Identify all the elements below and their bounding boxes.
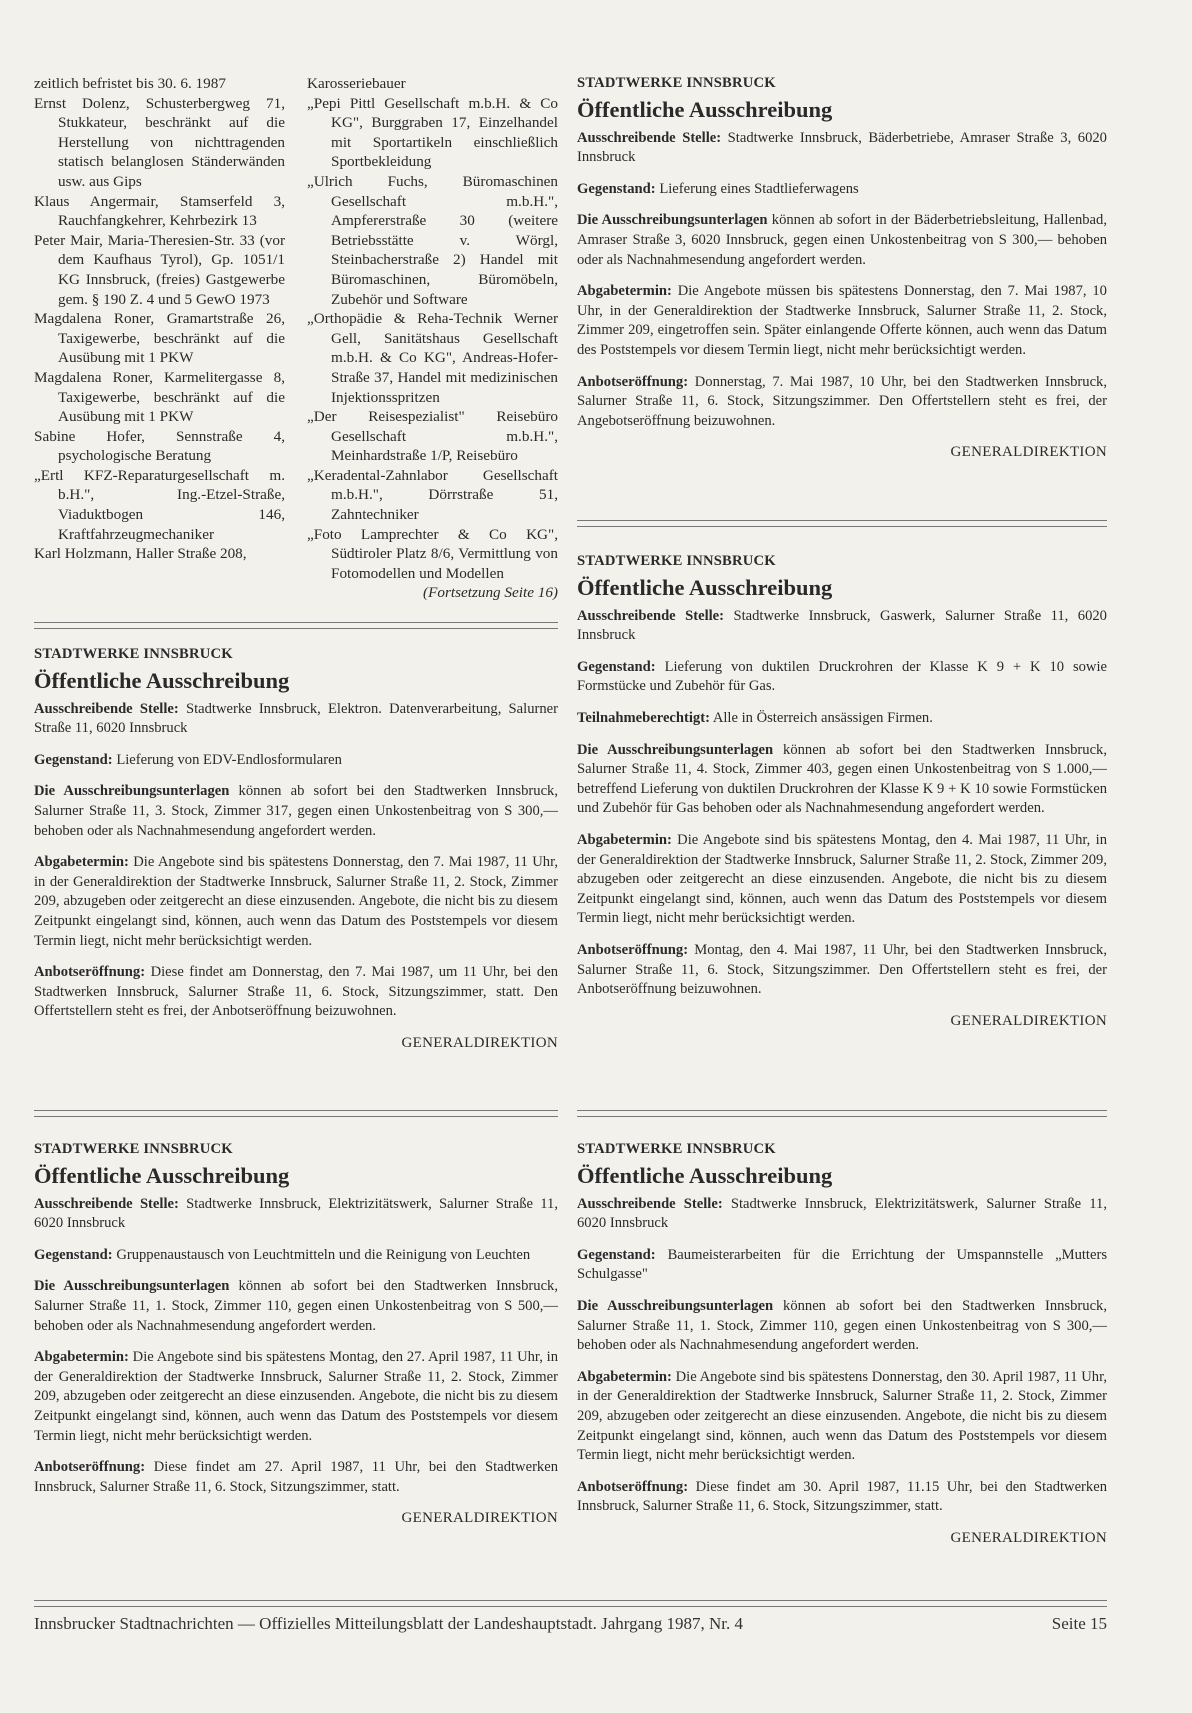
tender-notice-baederbetriebe — [577, 74, 1107, 463]
notice-paragraph: Anbotseröffnung: Montag, den 4. Mai 1987, 11 Uhr, bei den Stadtwerken Innsbruck, Salurner Straße 11, 6. Stock, Sitzungszimmer. Den Offertstellern steht es frei, der Anbotseröffnung beizuwohnen. — [577, 941, 1107, 998]
notice-kicker: STADTWERKE INNSBRUCK — [577, 1141, 776, 1157]
notice-paragraph: Ausschreibende Stelle: Stadtwerke Innsbruck, Elektrizitätswerk, Salurner Straße 11, 6020 Innsbruck — [34, 1195, 559, 1232]
notice-paragraph: Die Ausschreibungsunterlagen können ab sofort in der Bäderbetriebsleitung, Hallenbad, Amraser Straße 3, 6020 Innsbruck, gegen einen Unkostenbeitrag von S 300,— behoben oder als Nachnahmesendung angefordert werden. — [577, 212, 1107, 268]
notice-kicker: STADTWERKE INNSBRUCK — [577, 75, 776, 91]
notice-paragraph: Die Ausschreibungsunterlagen können ab sofort bei den Stadtwerken Innsbruck, Salurner Straße 11, 1. Stock, Zimmer 110, gegen einen Unkostenbeitrag von S 500,— behoben oder als Nachnahmesendung angefordert werden. — [34, 1278, 558, 1334]
notice-paragraph: Anbotseröffnung: Donnerstag, 7. Mai 1987, 10 Uhr, bei den Stadtwerken Innsbruck, Salurner Straße 11, 6. Stock, Sitzungszimmer. Den Offertstellern steht es frei, der Angebotseröffnung beizuwohnen. — [577, 373, 1107, 429]
list-item: „Ertl KFZ-Reparaturgesellschaft m. b.H.", Ing.-Etzel-Straße, Viaduktbogen 146, Kraftfahrzeugmechaniker — [34, 466, 285, 543]
notice-paragraph: Abgabetermin: Die Angebote sind bis spätestens Montag, den 4. Mai 1987, 11 Uhr, in der Generaldirektion der Stadtwerke Innsbruck, Salurner Straße 11, 2. Stock, Zimmer 209, abzugeben oder zeitgerecht an diese einzusenden. Angebote, die nicht bis zu diesem Zeitpunkt eingelangt sind, können, auch wenn das Datum des Poststempels vor diesem Termin liegt, nicht mehr berücksichtigt werden. — [577, 831, 1107, 927]
notice-paragraph: Abgabetermin: Die Angebote müssen bis spätestens Donnerstag, den 7. Mai 1987, 10 Uhr, in der Generaldirektion der Stadtwerke Innsbruck, Salurner Straße 11, 2. Stock, Zimmer 209, eingetroffen sein. Später einlangende Offerte können, auch wenn das Datum des Poststempels vor diesem Termin liegt, nicht mehr berücksichtigt werden. — [577, 283, 1107, 358]
notice-title: Öffentliche Ausschreibung — [577, 1162, 833, 1188]
notice-kicker: STADTWERKE INNSBRUCK — [577, 553, 776, 569]
notice-signature: GENERALDIREKTION — [950, 444, 1107, 461]
license-list-column-1 — [34, 74, 285, 564]
notice-kicker: STADTWERKE INNSBRUCK — [34, 1141, 233, 1157]
page-number: Seite 15 — [1051, 1614, 1107, 1633]
notice-paragraph: Abgabetermin: Die Angebote sind bis spätestens Montag, den 27. April 1987, 11 Uhr, in der Generaldirektion der Stadtwerke Innsbruck, Salurner Straße 11, 2. Stock, Zimmer 209, abzugeben oder zeitgerecht an diese einzusenden. Angebote, die nicht bis zu diesem Zeitpunkt eingelangt sind, können, auch wenn das Datum des Poststempels vor diesem Termin liegt, nicht mehr berücksichtigt werden. — [34, 1349, 558, 1444]
notice-paragraph: Ausschreibende Stelle: Stadtwerke Innsbruck, Gaswerk, Salurner Straße 11, 6020 Innsbruck — [577, 607, 1107, 644]
license-list-column-2 — [307, 74, 558, 603]
notice-paragraph: Anbotseröffnung: Diese findet am Donnerstag, den 7. Mai 1987, um 11 Uhr, bei den Stadtwerken Innsbruck, Salurner Straße 11, 6. Stock, Sitzungszimmer, statt. Den Offertstellern steht es frei, der Anbotseröffnung beizuwohnen. — [34, 964, 558, 1020]
list-item: Magdalena Roner, Gramartstraße 26, Taxigewerbe, beschränkt auf die Ausübung mit 1 PKW — [34, 310, 285, 367]
notice-paragraph: Teilnahmeberechtigt: Alle in Österreich ansässigen Firmen. — [577, 709, 933, 726]
list-item: Peter Mair, Maria-Theresien-Str. 33 (vor dem Kaufhaus Tyrol), Gp. 1051/1 KG Innsbruck, (freies) Gastgewerbe gem. § 190 Z. 4 und 5 GewO 1973 — [34, 231, 285, 308]
notice-paragraph: Anbotseröffnung: Diese findet am 30. April 1987, 11.15 Uhr, bei den Stadtwerken Innsbruck, Salurner Straße 11, 6. Stock, Sitzungszimmer, statt. — [577, 1478, 1107, 1515]
notice-kicker: STADTWERKE INNSBRUCK — [34, 646, 233, 662]
list-item: Karl Holzmann, Haller Straße 208, — [34, 545, 247, 563]
list-item: „Der Reisespezialist" Reisebüro Gesellschaft m.b.H.", Meinhardstraße 1/P, Reisebüro — [307, 408, 558, 465]
tender-notice-gaswerk — [577, 552, 1107, 1031]
notice-signature: GENERALDIREKTION — [950, 1529, 1107, 1546]
tender-notice-leuchtmittel — [34, 1140, 558, 1529]
notice-paragraph: Gegenstand: Lieferung von duktilen Druckrohren der Klasse K 9 + K 10 sowie Formstücke und Zubehör für Gas. — [577, 658, 1108, 695]
list-item: Sabine Hofer, Sennstraße 4, psychologische Beratung — [34, 427, 285, 465]
footer-divider — [34, 1600, 1107, 1607]
notice-paragraph: Abgabetermin: Die Angebote sind bis spätestens Donnerstag, den 7. Mai 1987, 11 Uhr, in der Generaldirektion der Stadtwerke Innsbruck, Salurner Straße 11, 2. Stock, Zimmer 209, abzugeben oder zeitgerecht an diese einzusenden. Angebote, die nicht bis zu diesem Zeitpunkt eingelangt sind, können, auch wenn das Datum des Poststempels vor diesem Termin liegt, nicht mehr berücksichtigt werden. — [34, 854, 558, 949]
list-item: Ernst Dolenz, Schusterbergweg 71, Stukkateur, beschränkt auf die Herstellung von nichttragenden statisch belanglosen Ständerwänden usw. aus Gips — [34, 94, 285, 190]
list-item: „Foto Lamprechter & Co KG", Südtiroler Platz 8/6, Vermittlung von Fotomodellen und Modellen — [307, 525, 558, 582]
notice-paragraph: Die Ausschreibungsunterlagen können ab sofort bei den Stadtwerken Innsbruck, Salurner Straße 11, 1. Stock, Zimmer 110, gegen einen Unkostenbeitrag von S 300,— behoben oder als Nachnahmesendung angefordert werden. — [577, 1297, 1107, 1354]
notice-signature: GENERALDIREKTION — [401, 1034, 558, 1051]
list-item: „Orthopädie & Reha-Technik Werner Gell, Sanitätshaus Gesellschaft m.b.H. & Co KG", Andreas-Hofer-Straße 37, Handel mit medizinischen Injektionsspritzen — [307, 310, 558, 406]
divider — [577, 520, 1107, 527]
list-item: „Pepi Pittl Gesellschaft m.b.H. & Co KG", Burggraben 17, Einzelhandel mit Sportartikeln einschließlich Sportbekleidung — [307, 94, 558, 171]
notice-title: Öffentliche Ausschreibung — [34, 1162, 290, 1188]
list-item: „Ulrich Fuchs, Büromaschinen Gesellschaft m.b.H.", Ampfererstraße 30 (weitere Betriebsstätte v. Wörgl, Steinbacherstraße 2) Handel mit Büromaschinen, Büromöbeln, Zubehör und Software — [307, 172, 558, 308]
divider — [34, 622, 558, 629]
notice-paragraph: Abgabetermin: Die Angebote sind bis spätestens Donnerstag, den 30. April 1987, 11 Uhr, in der Generaldirektion der Stadtwerke Innsbruck, Salurner Straße 11, 2. Stock, Zimmer 209, abzugeben oder zeitgerecht an diese einzusenden. Angebote, die nicht bis zu diesem Zeitpunkt eingelangt sind, können, auch wenn das Datum des Poststempels vor diesem Termin liegt, nicht mehr berücksichtigt werden. — [577, 1368, 1107, 1464]
notice-title: Öffentliche Ausschreibung — [577, 574, 833, 600]
notice-paragraph: Ausschreibende Stelle: Stadtwerke Innsbruck, Bäderbetriebe, Amraser Straße 3, 6020 Innsbruck — [577, 129, 1107, 166]
notice-title: Öffentliche Ausschreibung — [34, 667, 290, 693]
notice-paragraph: Gegenstand: Lieferung eines Stadtlieferwagens — [577, 180, 859, 197]
tender-notice-umspannstelle — [577, 1140, 1107, 1549]
notice-paragraph: Gegenstand: Lieferung von EDV-Endlosformularen — [34, 751, 342, 768]
notice-signature: GENERALDIREKTION — [950, 1012, 1107, 1029]
notice-paragraph: Die Ausschreibungsunterlagen können ab sofort bei den Stadtwerken Innsbruck, Salurner Straße 11, 3. Stock, Zimmer 317, gegen einen Unkostenbeitrag von S 300,— behoben oder als Nachnahmesendung angefordert werden. — [34, 783, 558, 839]
continuation-note: (Fortsetzung Seite 16) — [423, 584, 558, 602]
list-item: zeitlich befristet bis 30. 6. 1987 — [34, 75, 226, 92]
notice-paragraph: Ausschreibende Stelle: Stadtwerke Innsbruck, Elektrizitätswerk, Salurner Straße 11, 6020 Innsbruck — [577, 1195, 1107, 1232]
list-item: Karosseriebauer — [307, 75, 406, 92]
list-item: Klaus Angermair, Stamserfeld 3, Rauchfangkehrer, Kehrbezirk 13 — [34, 192, 285, 230]
notice-paragraph: Die Ausschreibungsunterlagen können ab sofort bei den Stadtwerken Innsbruck, Salurner Straße 11, 4. Stock, Zimmer 403, gegen einen Unkostenbeitrag von S 1.000,— betreffend Lieferung von duktilen Druckrohren der Klasse K 9 + K 10 sowie Formstücken und Zubehör für Gas behoben oder als Nachnahmesendung angefordert werden. — [577, 741, 1107, 817]
notice-paragraph: Anbotseröffnung: Diese findet am 27. April 1987, 11 Uhr, bei den Stadtwerken Innsbruck, Salurner Straße 11, 6. Stock, Sitzungszimmer, statt. — [34, 1459, 558, 1495]
notice-paragraph: Gegenstand: Baumeisterarbeiten für die Errichtung der Umspannstelle „Mutters Schulgasse" — [577, 1246, 1107, 1283]
footer-title: Innsbrucker Stadtnachrichten — Offizielles Mitteilungsblatt der Landeshauptstadt. Jahrgang 1987, Nr. 4 — [34, 1614, 743, 1633]
list-item: Magdalena Roner, Karmelitergasse 8, Taxigewerbe, beschränkt auf die Ausübung mit 1 PKW — [34, 368, 285, 426]
divider — [577, 1110, 1107, 1117]
notice-paragraph: Gegenstand: Gruppenaustausch von Leuchtmitteln und die Reinigung von Leuchten — [34, 1246, 531, 1263]
notice-paragraph: Ausschreibende Stelle: Stadtwerke Innsbruck, Elektron. Datenverarbeitung, Salurner Straße 11, 6020 Innsbruck — [34, 700, 558, 737]
notice-title: Öffentliche Ausschreibung — [577, 96, 833, 122]
divider — [34, 1110, 558, 1117]
notice-signature: GENERALDIREKTION — [401, 1510, 558, 1527]
tender-notice-edv — [34, 645, 558, 1054]
list-item: „Keradental-Zahnlabor Gesellschaft m.b.H.", Dörrstraße 51, Zahntechniker — [307, 466, 558, 524]
